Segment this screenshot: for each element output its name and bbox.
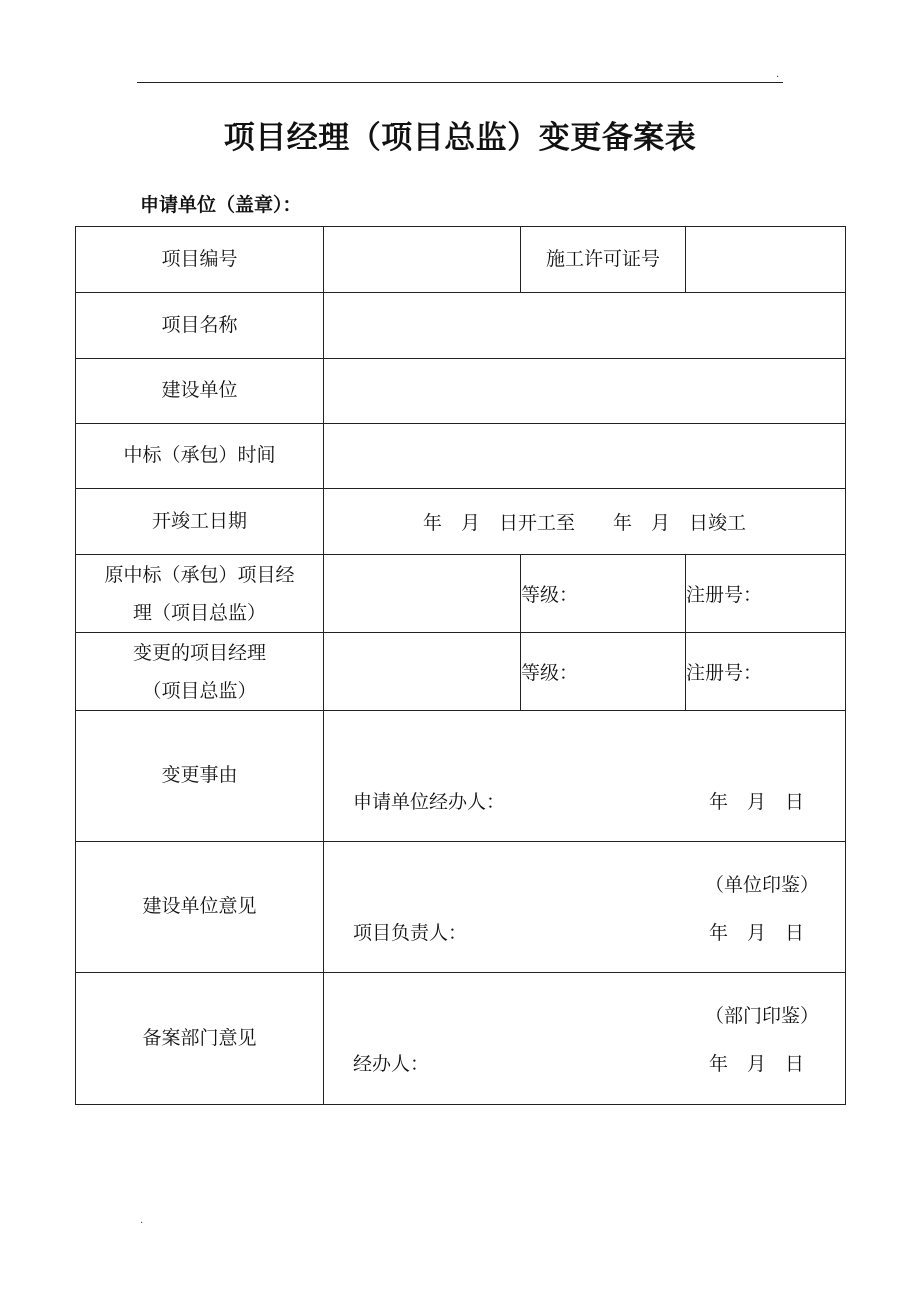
original-manager-grade[interactable]: 等级：	[521, 555, 686, 633]
new-manager-label-line1: 变更的项目经理	[132, 641, 266, 664]
project-name-field[interactable]	[324, 293, 846, 359]
bid-time-label: 中标（承包）时间	[76, 424, 324, 489]
applicant-label: 申请单位（盖章）：	[140, 194, 302, 216]
header-dot: .	[776, 69, 780, 80]
page-title: 项目经理（项目总监）变更备案表	[223, 120, 697, 156]
new-manager-reg-no[interactable]: 注册号：	[686, 633, 846, 711]
new-manager-grade[interactable]: 等级：	[521, 633, 686, 711]
change-reason-field[interactable]	[324, 711, 846, 842]
filing-form-table	[75, 226, 846, 1105]
header-rule	[137, 82, 783, 83]
filing-opinion-seal: （部门印鉴）	[705, 1005, 820, 1027]
change-reason-date: 年 月 日	[709, 791, 805, 813]
original-manager-name-field[interactable]	[324, 555, 521, 633]
original-manager-reg-no[interactable]: 注册号：	[686, 555, 846, 633]
construction-unit-field[interactable]	[324, 359, 846, 424]
row-filing-opinion	[76, 973, 846, 1105]
project-name-label: 项目名称	[76, 293, 324, 359]
change-reason-label: 变更事由	[76, 711, 324, 842]
filing-opinion-date: 年 月 日	[709, 1053, 805, 1075]
project-number-label: 项目编号	[76, 227, 324, 293]
permit-number-label: 施工许可证号	[521, 227, 686, 293]
construction-unit-label: 建设单位	[76, 359, 324, 424]
row-start-end-date	[76, 489, 846, 555]
filing-opinion-label: 备案部门意见	[76, 973, 324, 1105]
row-new-manager	[76, 633, 846, 711]
construction-opinion-label: 建设单位意见	[76, 842, 324, 973]
construction-opinion-seal: （单位印鉴）	[705, 874, 820, 896]
construction-opinion-date: 年 月 日	[709, 922, 805, 944]
original-manager-label-line1: 原中标（承包）项目经	[104, 563, 295, 586]
project-number-field[interactable]	[324, 227, 521, 293]
new-manager-label	[76, 633, 324, 711]
row-project-number	[76, 227, 846, 293]
bid-time-field[interactable]	[324, 424, 846, 489]
filing-opinion-person: 经办人：	[353, 1053, 430, 1075]
row-construction-opinion	[76, 842, 846, 973]
row-change-reason	[76, 711, 846, 842]
row-construction-unit	[76, 359, 846, 424]
permit-number-field[interactable]	[686, 227, 846, 293]
construction-opinion-person: 项目负责人：	[353, 922, 468, 944]
filing-opinion-field[interactable]	[324, 973, 846, 1105]
row-project-name	[76, 293, 846, 359]
start-end-date-field[interactable]	[324, 489, 846, 555]
original-manager-label	[76, 555, 324, 633]
new-manager-label-line2: （项目总监）	[142, 679, 257, 702]
row-bid-time	[76, 424, 846, 489]
row-original-manager	[76, 555, 846, 633]
start-end-date-text: 年 月 日开工至 年 月 日竣工	[422, 512, 746, 534]
start-end-date-label: 开竣工日期	[76, 489, 324, 555]
new-manager-name-field[interactable]	[324, 633, 521, 711]
construction-opinion-field[interactable]	[324, 842, 846, 973]
footer-dot: .	[140, 1215, 144, 1226]
original-manager-label-line2: 理（项目总监）	[132, 601, 266, 624]
change-reason-handler: 申请单位经办人：	[353, 791, 506, 813]
